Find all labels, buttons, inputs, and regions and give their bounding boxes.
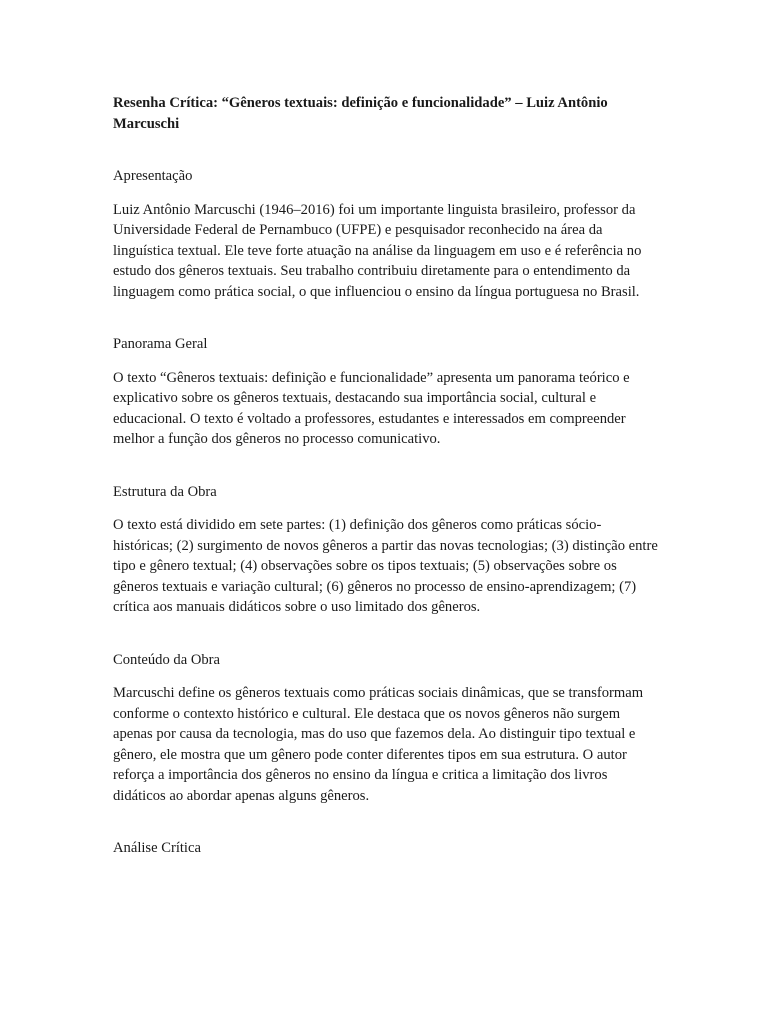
spacer: [113, 450, 658, 482]
document-title: Resenha Crítica: “Gêneros textuais: definição e funcionalidade” – Luiz Antônio Marcuschi: [113, 95, 608, 132]
section-heading: Panorama Geral: [113, 336, 208, 352]
spacer: [113, 187, 658, 200]
section-conteudo-da-obra: [113, 650, 658, 807]
section-heading: Apresentação: [113, 168, 193, 184]
section-paragraph: O texto “Gêneros textuais: definição e funcionalidade” apresenta um panorama teórico e explicativo sobre os gêneros textuais, destacando sua importância social, cultural e educacional. O texto é voltado a professores, estudantes e interessados em compreender melhor a função dos gêneros no processo comunicativo.: [113, 369, 630, 447]
section-paragraph: O texto está dividido em sete partes: (1) definição dos gêneros como práticas sócio-históricas; (2) surgimento de novos gêneros a partir das novas tecnologias; (3) distinção entre tipo e gênero textual; (4) observações sobre os tipos textuais; (5) observações sobre os gêneros textuais e variação cultural; (6) gêneros no processo de ensino-aprendizagem; (7) crítica aos manuais didáticos sobre o uso limitado dos gêneros.: [113, 517, 658, 615]
section-heading: Estrutura da Obra: [113, 483, 217, 500]
spacer: [113, 670, 658, 683]
section-analise-critica: [113, 838, 658, 859]
spacer: [113, 134, 658, 166]
section-heading: Conteúdo da Obra: [113, 651, 220, 668]
spacer: [113, 355, 658, 368]
section-paragraph: Luiz Antônio Marcuschi (1946–2016) foi um importante linguista brasileiro, professor da Universidade Federal de Pernambuco (UFPE) e pesquisador reconhecido na área da linguística textual. Ele teve forte atuação na análise da linguagem em uso e é referência no estudo dos gêneros textuais. Seu trabalho contribuiu diretamente para o entendimento da linguagem como prática social, o que influenciou o ensino da língua portuguesa no Brasil.: [113, 201, 642, 300]
section-estrutura-da-obra: [113, 482, 658, 618]
spacer: [113, 618, 658, 650]
section-panorama-geral: [113, 334, 658, 450]
spacer: [113, 806, 658, 838]
section-apresentacao: [113, 166, 658, 302]
section-heading: Análise Crítica: [113, 840, 201, 856]
spacer: [113, 302, 658, 334]
section-paragraph: Marcuschi define os gêneros textuais como práticas sociais dinâmicas, que se transformam conforme o contexto histórico e cultural. Ele destaca que os novos gêneros não surgem apenas por causa da tecnologia, mas do uso que fazemos dela. Ao distinguir tipo textual e gênero, ele mostra que um gênero pode conter diferentes tipos em sua estrutura. O autor reforça a importância dos gêneros no ensino da língua e critica a limitação dos livros didáticos ao abordar apenas alguns gêneros.: [113, 685, 644, 804]
spacer: [113, 502, 658, 515]
document-content: [113, 93, 658, 859]
